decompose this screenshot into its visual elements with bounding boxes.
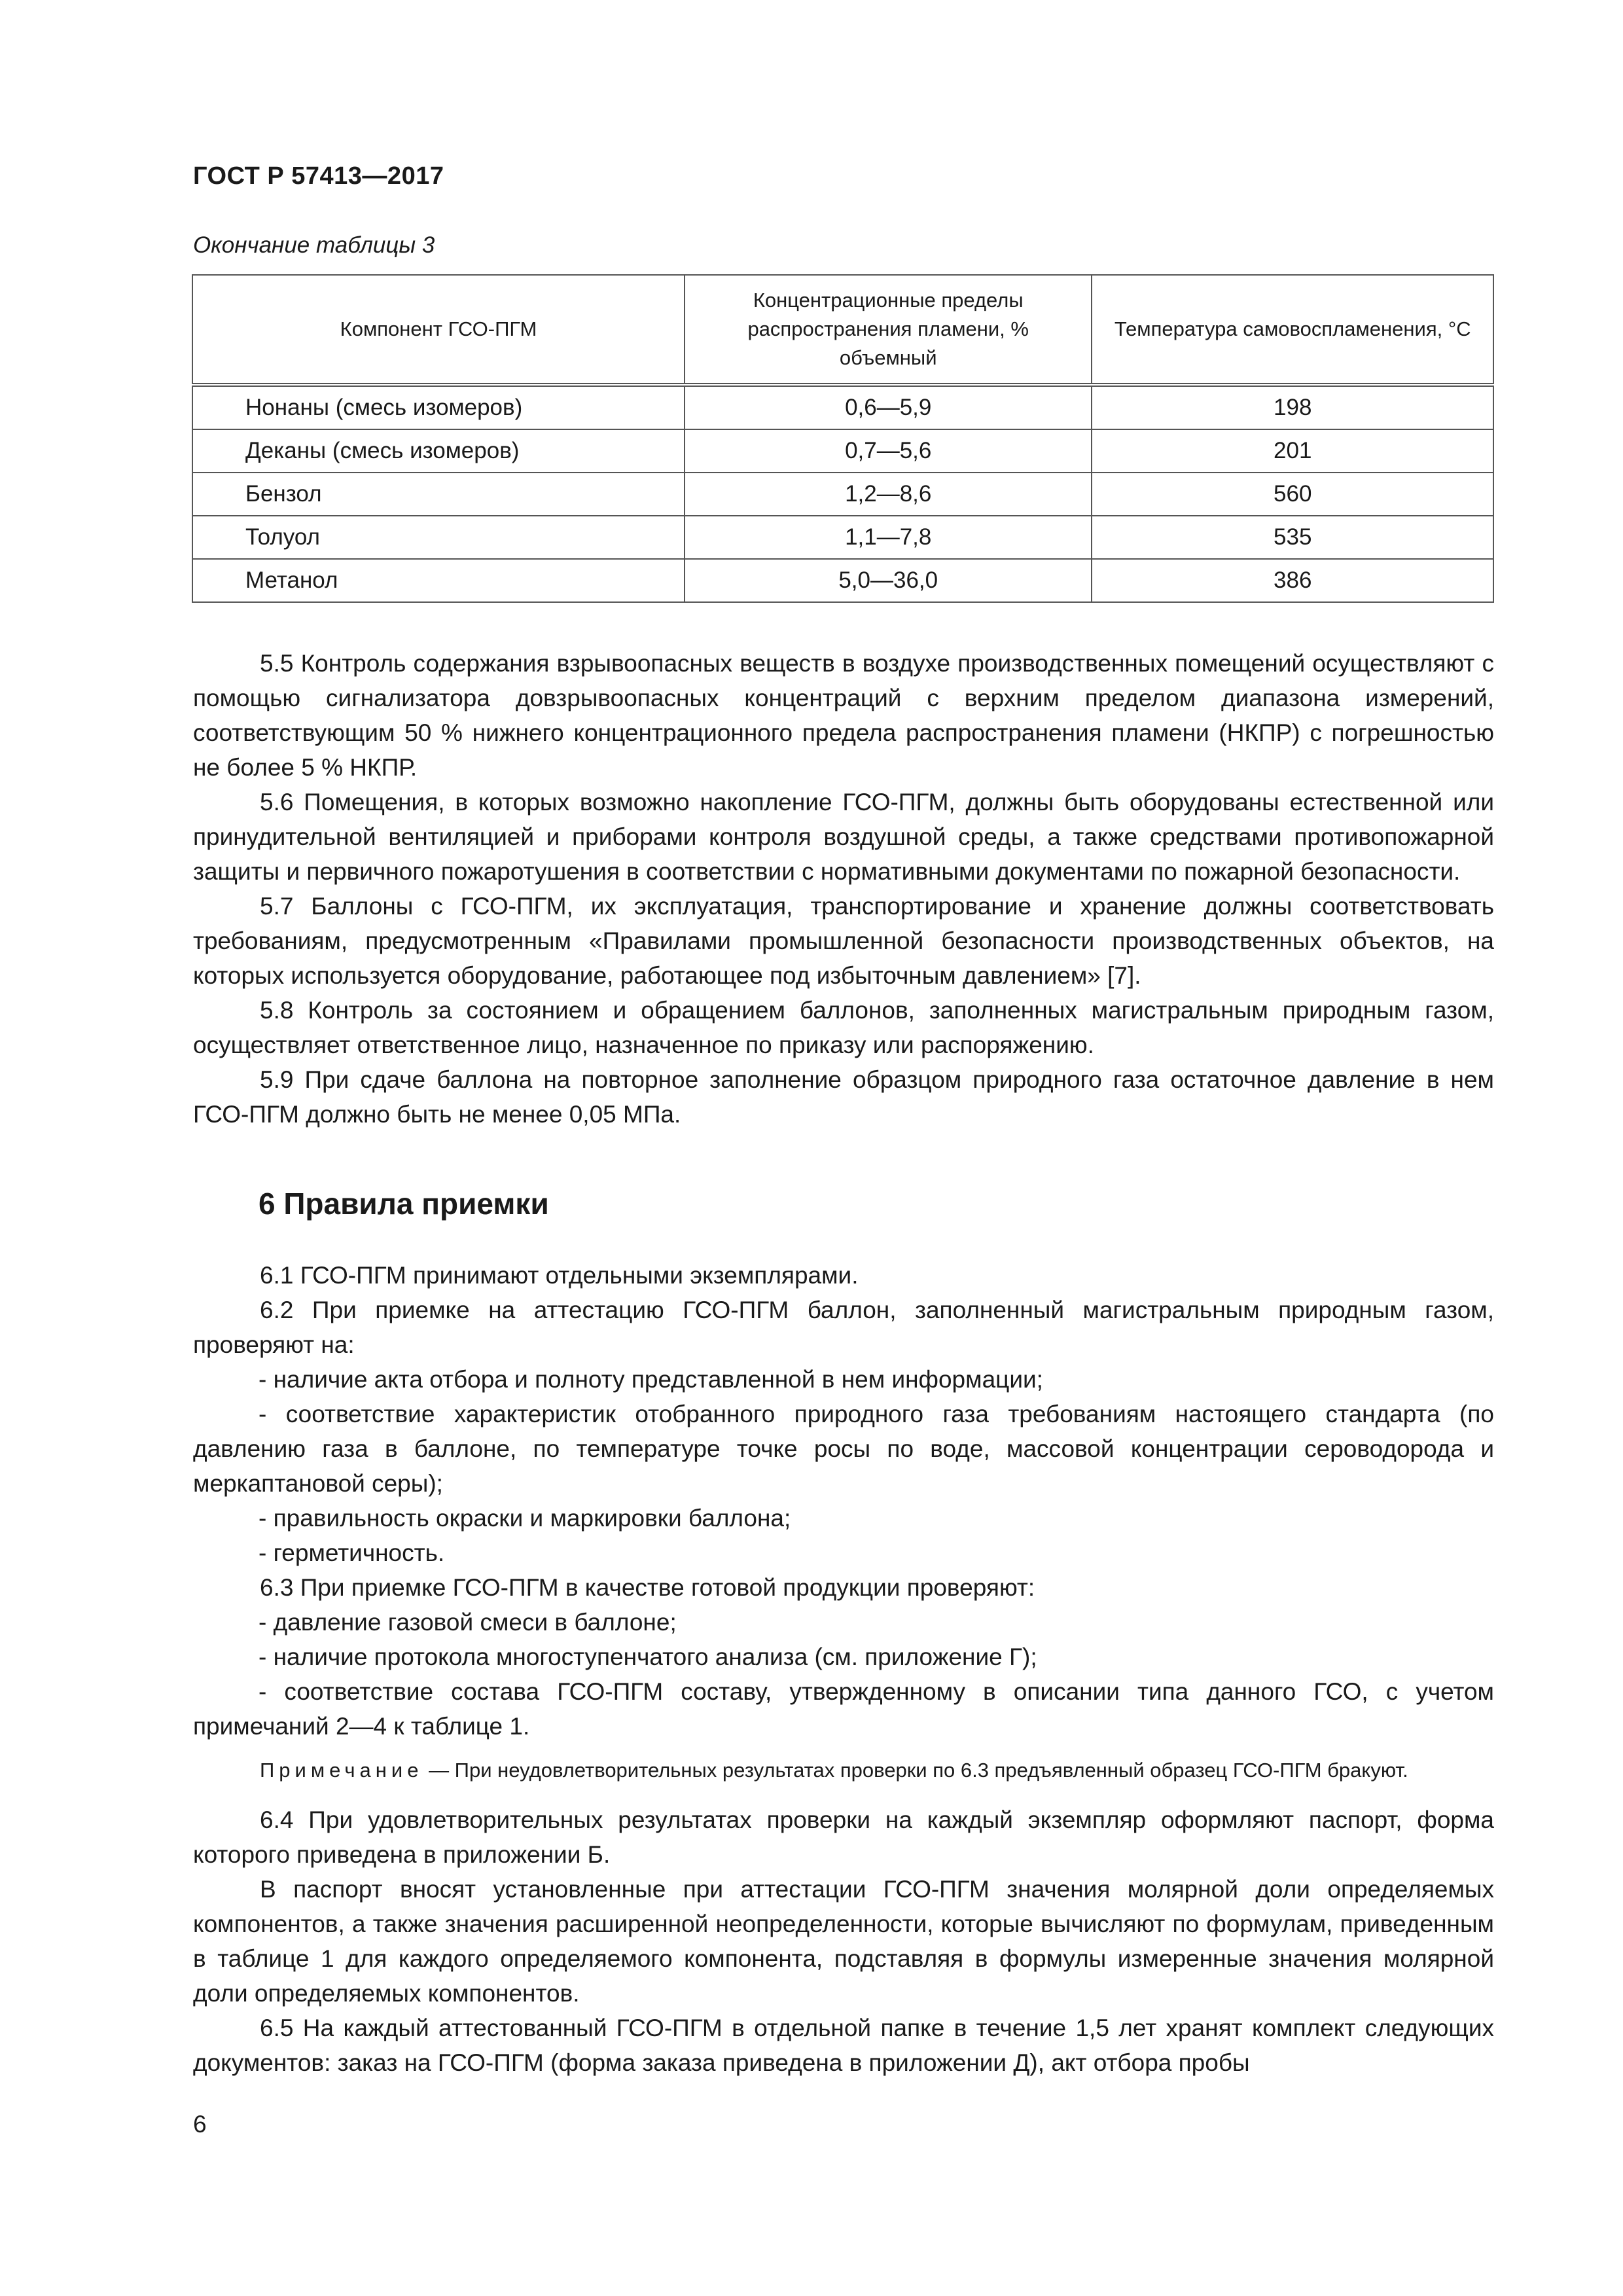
- properties-table: [192, 274, 1494, 603]
- note: [193, 1755, 1494, 1785]
- table-row: [192, 559, 1493, 602]
- table-caption: Окончание таблицы 3: [193, 232, 435, 258]
- paragraph-6-4: 6.4 При удовлетворительных результатах проверки на каждый экземпляр оформляют паспорт, форма которого приведена в приложении Б.: [193, 1806, 1494, 1868]
- note-label: Примечание: [260, 1759, 423, 1782]
- document-header: ГОСТ Р 57413—2017: [193, 162, 444, 190]
- section-6-text: [193, 1258, 1494, 2080]
- paragraph-5-8: 5.8 Контроль за состоянием и обращением баллонов, заполненных магистральным природным газом, осуществляет ответственное лицо, назначенное по приказу или распоряжению.: [193, 997, 1494, 1058]
- cell-limits: 0,7—5,6: [685, 429, 1092, 473]
- paragraph-6-4-passport: В паспорт вносят установленные при аттестации ГСО-ПГМ значения молярной доли определяемых компонентов, а также значения расширенной неопределенности, которые вычисляют по формулам, приведенным в таблице 1 для каждого определяемого компонента, подставляя в формулы измеренные значения молярной доли определяемых компонентов.: [193, 1876, 1494, 2007]
- cell-temperature: 386: [1092, 559, 1493, 602]
- section-5-text: [193, 646, 1494, 1132]
- page-number: 6: [193, 2111, 207, 2138]
- table-row: [192, 385, 1493, 429]
- cell-component: Толуол: [192, 516, 685, 559]
- cell-limits: 1,2—8,6: [685, 473, 1092, 516]
- cell-temperature: 560: [1092, 473, 1493, 516]
- cell-temperature: 535: [1092, 516, 1493, 559]
- table-row: [192, 429, 1493, 473]
- paragraph-5-7: 5.7 Баллоны с ГСО-ПГМ, их эксплуатация, транспортирование и хранение должны соответствовать требованиям, предусмотренным «Правилами промышленной безопасности производственных объектов, на которых используется оборудование, работающее под избыточным давлением» [7].: [193, 893, 1494, 989]
- column-header-component: Компонент ГСО-ПГМ: [192, 275, 685, 385]
- cell-component: Деканы (смесь изомеров): [192, 429, 685, 473]
- list-item: - соответствие характеристик отобранного природного газа требованиям настоящего стандарта (по давлению газа в баллоне, по температуре точке росы по воде, массовой концентрации сероводорода и меркаптановой серы);: [193, 1401, 1494, 1497]
- list-item: - наличие акта отбора и полноту представленной в нем информации;: [259, 1366, 1043, 1393]
- table-row: [192, 473, 1493, 516]
- note-text: — При неудовлетворительных результатах проверки по 6.3 предъявленный образец ГСО-ПГМ бракуют.: [429, 1759, 1408, 1782]
- section-title: 6 Правила приемки: [259, 1187, 549, 1221]
- list-item: - герметичность.: [259, 1539, 445, 1566]
- column-header-limits: Концентрационные пределы распространения пламени, % объемный: [685, 275, 1092, 385]
- cell-component: Метанол: [192, 559, 685, 602]
- paragraph-6-3: 6.3 При приемке ГСО-ПГМ в качестве готовой продукции проверяют:: [260, 1574, 1035, 1601]
- paragraph-6-2: 6.2 При приемке на аттестацию ГСО-ПГМ баллон, заполненный магистральным природным газом, проверяют на:: [193, 1297, 1494, 1358]
- cell-limits: 0,6—5,9: [685, 385, 1092, 429]
- paragraph-6-5: 6.5 На каждый аттестованный ГСО-ПГМ в отдельной папке в течение 1,5 лет хранят комплект следующих документов: заказ на ГСО-ПГМ (форма заказа приведена в приложении Д), акт отбора пробы: [193, 2015, 1494, 2076]
- table-row: [192, 516, 1493, 559]
- cell-temperature: 198: [1092, 385, 1493, 429]
- cell-limits: 1,1—7,8: [685, 516, 1092, 559]
- paragraph-5-6: 5.6 Помещения, в которых возможно накопление ГСО-ПГМ, должны быть оборудованы естественной или принудительной вентиляцией и приборами контроля воздушной среды, а также средствами противопожарной защиты и первичного пожаротушения в соответствии с нормативными документами по пожарной безопасности.: [193, 789, 1494, 885]
- column-header-temperature: Температура самовоспламенения, °С: [1092, 275, 1493, 385]
- cell-temperature: 201: [1092, 429, 1493, 473]
- list-item: - соответствие состава ГСО-ПГМ составу, утвержденному в описании типа данного ГСО, с учетом примечаний 2—4 к таблице 1.: [193, 1678, 1494, 1740]
- paragraph-6-1: 6.1 ГСО-ПГМ принимают отдельными экземплярами.: [260, 1262, 859, 1289]
- paragraph-5-9: 5.9 При сдаче баллона на повторное заполнение образцом природного газа остаточное давление в нем ГСО-ПГМ должно быть не менее 0,05 МПа.: [193, 1066, 1494, 1128]
- table-header-row: [192, 275, 1493, 385]
- cell-component: Бензол: [192, 473, 685, 516]
- cell-component: Нонаны (смесь изомеров): [192, 385, 685, 429]
- list-item: - правильность окраски и маркировки баллона;: [259, 1505, 791, 1532]
- paragraph-5-5: 5.5 Контроль содержания взрывоопасных веществ в воздухе производственных помещений осуществляют с помощью сигнализатора довзрывоопасных концентраций с верхним пределом диапазона измерений, соответствующим 50 % нижнего концентрационного предела распространения пламени (НКПР) с погрешностью не более 5 % НКПР.: [193, 650, 1494, 781]
- cell-limits: 5,0—36,0: [685, 559, 1092, 602]
- list-item: - давление газовой смеси в баллоне;: [259, 1609, 677, 1636]
- list-item: - наличие протокола многоступенчатого анализа (см. приложение Г);: [259, 1643, 1037, 1670]
